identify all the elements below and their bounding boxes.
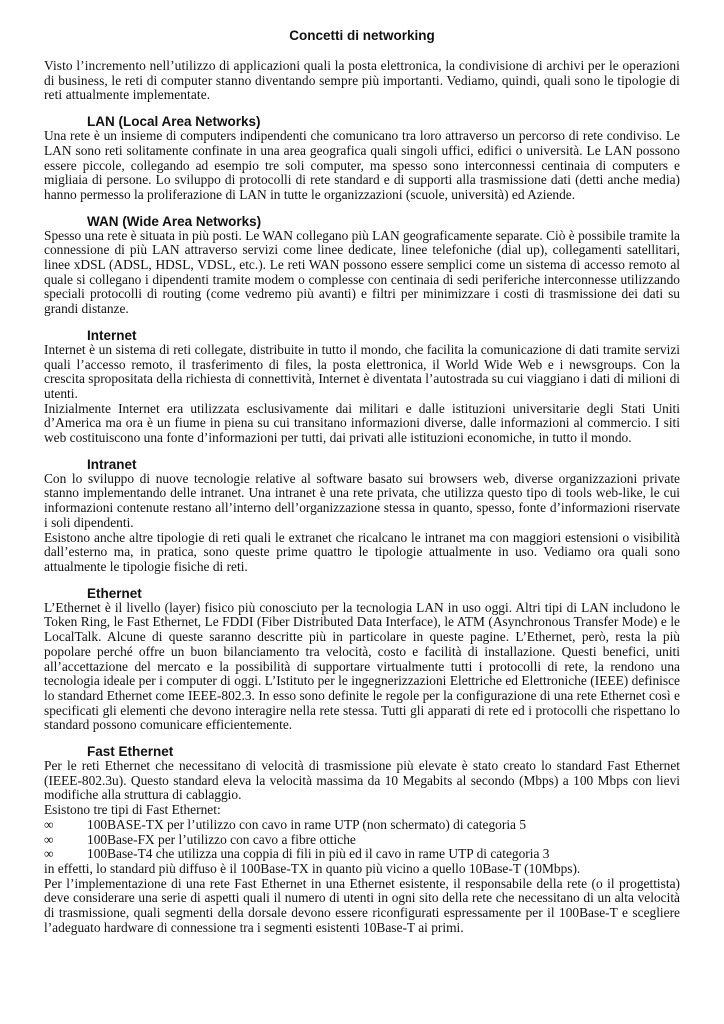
list-item-text: 100Base-FX per l’utilizzo con cavo a fibre ottiche xyxy=(87,831,356,847)
section-heading-intranet: Intranet xyxy=(87,456,137,472)
list-item xyxy=(44,818,680,833)
fast-ethernet-intro: Per le reti Ethernet che necessitano di velocità di trasmissione più elevate è stato creato lo standard Fast Ethernet (IEEE-802.3u). Questo standard eleva la velocità massima da 10 Megabits al secondo (Mbps) a 100 Mbps con lievi modifiche alla struttura di cablaggio. xyxy=(44,758,680,803)
fast-ethernet-types-list xyxy=(44,818,680,862)
fast-ethernet-closing: Per l’implementazione di una rete Fast Ethernet in una Ethernet esistente, il responsabile della rete (o il progettista) deve considerare una serie di aspetti quali il numero di utenti in ogni sito della rete che necessitano di un alta velocità di trasmissione, quali segmenti della dorsale devono essere riconfigurati espressamente per il 100Base-T e scegliere l’adeguato hardware di connessione tra i segmenti esistenti 10Base-T ai primi. xyxy=(44,875,680,935)
lan-paragraph: Una rete è un insieme di computers indipendenti che comunicano tra loro attraverso un percorso di rete condiviso. Le LAN sono reti solitamente confinate in una area geografica quali singoli uffici, edifici o università. Le LAN possono essere piccole, collegando ad esempio tre soli computer, ma spesso sono interconnessi centinaia di computers e migliaia di persone. Lo sviluppo di protocolli di rete standard e di supporti alla trasmissione dati (detti anche media) hanno permesso la proliferazione di LAN in tutte le organizzazioni (scuole, università) ed Aziende. xyxy=(44,128,680,202)
internet-paragraph-1: Internet è un sistema di reti collegate, distribuite in tutto il mondo, che facilita la comunicazione di dati tramite servizi quali l’accesso remoto, il trasferimento di files, la posta elettronica, il World Wide Web e i newsgroups. Con la crescita spropositata della richiesta di connettività, Internet è diventata l’autostrada su cui viaggiano i dati di milioni di utenti. xyxy=(44,341,680,401)
section-heading-fast-ethernet: Fast Ethernet xyxy=(87,744,174,760)
infinity-bullet-icon: ∞ xyxy=(44,816,54,832)
wan-paragraph: Spesso una rete è situata in più posti. Le WAN collegano più LAN geograficamente separate. Ciò è possibile tramite la connessione di più LAN attraverso servizi come linee dedicate, linee telefoniche (dial up), collegamenti satellitari, linee xDSL (ADSL, HDSL, VDSL, etc.). Le reti WAN possono essere semplici come un sistema di accesso remoto al quale si collegano i dipendenti tramite modem o complesse con centinaia di sedi periferiche interconnesse utilizzando speciali protocolli di routing (come vedremo più avanti) e filtri per minimizzare i costi di trasmissione dei dati su grandi distanze. xyxy=(44,227,680,317)
fast-ethernet-after-list: in effetti, lo standard più diffuso è il 100Base-TX in quanto più vicino a quello 10Base-T (10Mbps). xyxy=(44,860,581,876)
ethernet-paragraph: L’Ethernet è il livello (layer) fisico più conosciuto per la tecnologia LAN in uso oggi. Altri tipi di LAN includono le Token Ring, le Fast Ethernet, Le FDDI (Fiber Distributed Data Interface), le ATM (Asynchronous Transfer Mode) e le LocalTalk. Alcune di queste saranno descritte più in particolare in queste pagine. L’Ethernet, però, resta la più popolare perché offre un buon bilanciamento tra velocità, costo e facilità di installazione. Questi benefici, uniti all’accettazione del mercato e la possibilità di supportare virtualmente tutti i protocolli di rete, la rendono una tecnologia ideale per i computer di oggi. L’Istituto per le ingegnerizzazioni Elettriche ed Elettroniche (IEEE) definisce lo standard Ethernet come IEEE-802.3. In esso sono definite le regole per la configurazione di una rete Ethernet così e specificati gli elementi che devono interagire nella rete stessa. Tutti gli apparati di rete ed i protocolli che rispettano lo standard possono comunicare efficientemente. xyxy=(44,599,680,733)
fast-ethernet-list-intro: Esistono tre tipi di Fast Ethernet: xyxy=(44,802,221,818)
infinity-bullet-icon: ∞ xyxy=(44,831,54,847)
page-title: Concetti di networking xyxy=(289,28,435,43)
list-item xyxy=(44,847,680,862)
infinity-bullet-icon: ∞ xyxy=(44,846,54,862)
list-item-text: 100Base-T4 che utilizza una coppia di fili in più ed il cavo in rame UTP di categoria 3 xyxy=(87,846,550,862)
internet-paragraph-2: Inizialmente Internet era utilizzata esclusivamente dai militari e dalle istituzioni universitarie degli Stati Uniti d’America ma ora è un fiume in piena su cui transitano informazioni diverse, dalle informazioni al commercio. I siti web costituiscono una fonte d’informazioni per tutti, dai privati alle istituzioni economiche, in tutto il mondo. xyxy=(44,400,680,446)
list-item xyxy=(44,833,680,848)
intro-paragraph: Visto l’incremento nell’utilizzo di applicazioni quali la posta elettronica, la condivisione di archivi per le operazioni di business, le reti di computer stanno diventando sempre più importanti. Vediamo, quindi, quali sono le tipologie di reti attualmente implementate. xyxy=(44,58,680,103)
section-heading-lan: LAN (Local Area Networks) xyxy=(87,114,261,130)
list-item-text: 100BASE-TX per l’utilizzo con cavo in rame UTP (non schermato) di categoria 5 xyxy=(87,816,527,832)
section-heading-ethernet: Ethernet xyxy=(87,585,142,601)
intranet-paragraph-2: Esistono anche altre tipologie di reti quali le extranet che ricalcano le intranet ma con maggiori estensioni o visibilità dall’esterno ma, in pratica, sono queste prime quattro le tipologie attualmente in uso. Vediamo ora quali sono attualmente le tipologie fisiche di reti. xyxy=(44,529,680,574)
intranet-paragraph-1: Con lo sviluppo di nuove tecnologie relative al software basato sui browsers web, diverse organizzazioni private stanno implementando delle intranet. Una intranet è una rete privata, che utilizza questo tipo di tools web-like, le cui informazioni contenute restano all’interno dell’organizzazione stessa in quanto, spesso, fonte d’informazioni riservate i soli dipendenti. xyxy=(44,470,680,530)
section-heading-wan: WAN (Wide Area Networks) xyxy=(87,213,262,229)
section-heading-internet: Internet xyxy=(87,327,137,343)
